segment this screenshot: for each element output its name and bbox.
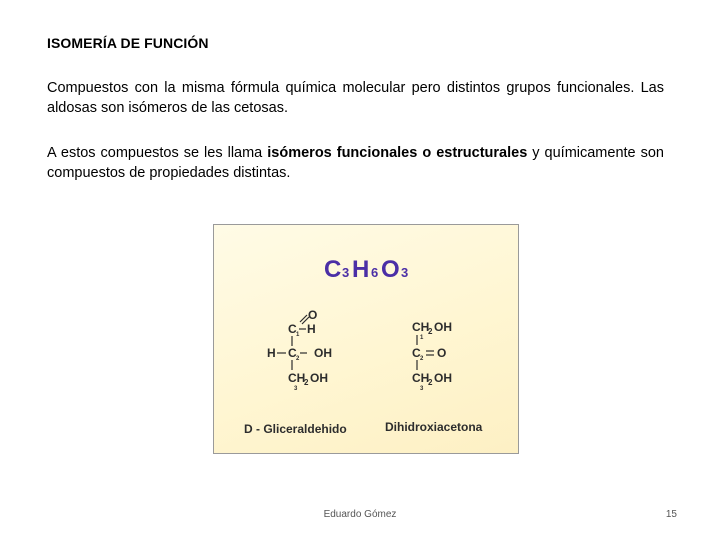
dha-c3-num: 3	[420, 386, 424, 392]
glyceraldehyde-label: D - Gliceraldehido	[244, 422, 347, 436]
dha-top-ch: CH	[412, 320, 430, 334]
gly-c1: C	[288, 322, 297, 336]
gly-o-top: O	[308, 308, 318, 322]
formula-h-sub: 6	[371, 265, 379, 280]
formula-o-sub: 3	[401, 265, 409, 280]
page-number: 15	[665, 509, 677, 520]
gly-c1-h: H	[307, 322, 316, 336]
slide-title: ISOMERÍA DE FUNCIÓN	[47, 35, 209, 51]
molecular-formula	[324, 256, 408, 283]
dha-bot-sub: 2	[428, 378, 433, 387]
dha-bot-ch: CH	[412, 371, 430, 385]
gly-c1-num: 1	[296, 332, 300, 338]
dha-top-oh: OH	[434, 320, 452, 334]
isomer-figure	[213, 224, 519, 454]
dha-c2: C	[412, 346, 421, 360]
gly-c3-num: 3	[294, 386, 298, 392]
formula-h: H	[352, 256, 370, 283]
dha-c2-num: 2	[420, 356, 424, 362]
gly-ch2oh-ch: CH	[288, 371, 306, 385]
formula-c-sub: 3	[342, 265, 350, 280]
dihydroxyacetone-label: Dihidroxiacetona	[385, 420, 483, 434]
glyceraldehyde-structure	[267, 308, 332, 392]
isomer-diagram	[214, 225, 520, 455]
paragraph-definition: Compuestos con la misma fórmula química molecular pero distintos grupos funcionales. Las aldosas son isómeros de las cetosas.	[47, 80, 664, 116]
formula-o: O	[381, 256, 400, 283]
dha-top-sub: 2	[428, 327, 433, 336]
formula-c: C	[324, 256, 342, 283]
gly-h-left: H	[267, 346, 276, 360]
dha-c1-num: 1	[420, 335, 424, 341]
footer-author: Eduardo Gómez	[323, 509, 397, 520]
paragraph-bold-term: isómeros funcionales o estructurales	[267, 145, 528, 161]
gly-ch2oh-oh: OH	[310, 371, 328, 385]
gly-c2: C	[288, 346, 297, 360]
paragraph-text-before: A estos compuestos se les llama	[47, 145, 268, 161]
gly-oh: OH	[314, 346, 332, 360]
dha-bot-oh: OH	[434, 371, 452, 385]
gly-c2-num: 2	[296, 356, 300, 362]
dha-o: O	[437, 346, 447, 360]
dihydroxyacetone-structure	[412, 320, 452, 392]
paragraph-isomer-types	[47, 143, 664, 183]
paragraph-text-after: y químicamente son compuestos de propiedades distintas.	[47, 145, 664, 181]
gly-ch2oh-sub: 2	[304, 378, 309, 387]
